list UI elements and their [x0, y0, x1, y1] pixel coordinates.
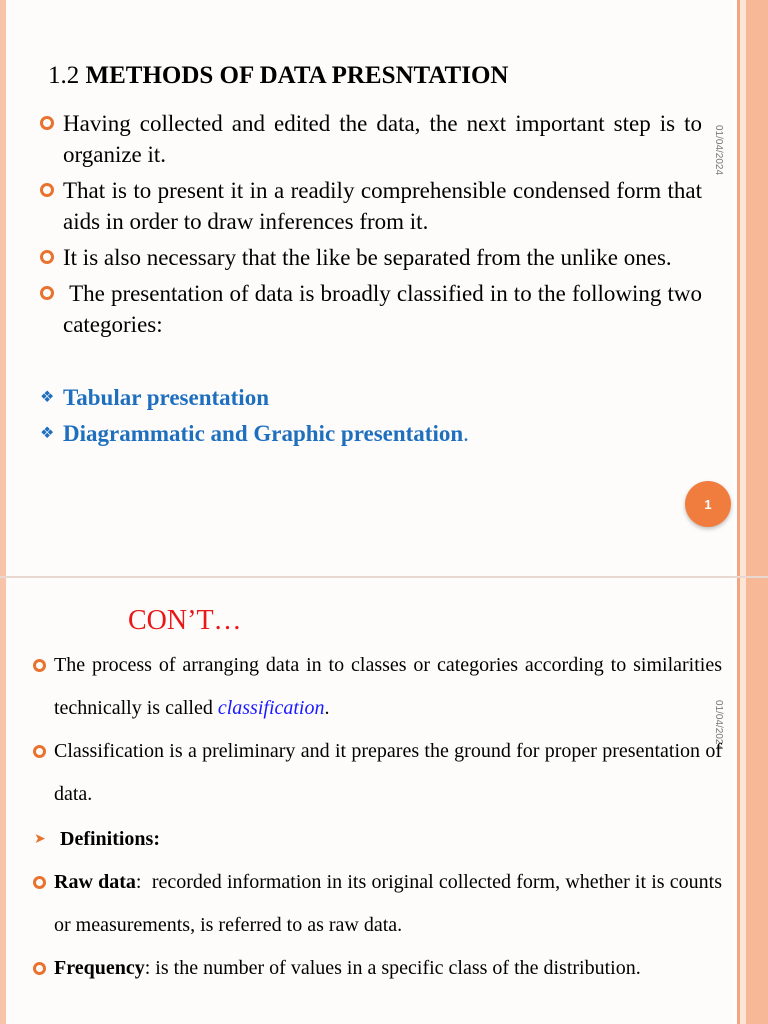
- frequency-term: Frequency: [54, 957, 145, 979]
- slide-title: [48, 62, 508, 90]
- slide-date: 01/04/2024: [713, 125, 724, 176]
- list-item: Having collected and edited the data, the next important step is to organize it.: [38, 108, 702, 170]
- category-item: ❖ Tabular presentation: [38, 380, 469, 416]
- list-item: Raw data: recorded information in its original collected form, whether it is counts or measurements, is referred to as raw data.: [32, 861, 722, 947]
- circle-bullet-icon: [40, 183, 54, 197]
- list-item: It is also necessary that the like be separated from the unlike ones.: [38, 242, 702, 273]
- circle-bullet-icon: [33, 659, 46, 672]
- category-item: ❖ Diagrammatic and Graphic presentation.: [38, 416, 469, 452]
- diamond-bullet-icon: ❖: [40, 425, 55, 442]
- right-stripe-decoration: [734, 0, 768, 576]
- bullet-list: [32, 644, 727, 990]
- diamond-bullet-icon: ❖: [40, 389, 55, 406]
- slide-heading: CON’T…: [128, 605, 242, 636]
- circle-bullet-icon: [40, 250, 54, 264]
- title-number: 1.2: [48, 62, 80, 89]
- circle-bullet-icon: [33, 745, 46, 758]
- classification-term: classification: [217, 697, 325, 719]
- circle-bullet-icon: [33, 962, 46, 975]
- list-item: That is to present it in a readily comprehensible condensed form that aids in order to draw inferences from it.: [38, 175, 702, 237]
- circle-bullet-icon: [33, 876, 46, 889]
- slide-2: [0, 578, 768, 1024]
- list-item: Classification is a preliminary and it prepares the ground for proper presentation of data.: [32, 730, 722, 816]
- circle-bullet-icon: [40, 286, 54, 300]
- bullet-list: [38, 108, 708, 345]
- arrow-bullet-icon: ➤: [34, 832, 46, 847]
- slide-date: 01/04/2024: [713, 700, 724, 751]
- definitions-heading: ➤ Definitions:: [32, 818, 722, 861]
- category-list: [38, 380, 469, 452]
- raw-data-term: Raw data: [54, 871, 136, 893]
- left-border: [0, 578, 6, 1024]
- circle-bullet-icon: [40, 116, 54, 130]
- page-number-badge: 1: [685, 481, 731, 527]
- list-item: The process of arranging data in to classes or categories according to similarities technically is called classification.: [32, 644, 722, 730]
- right-stripe-decoration: [734, 578, 768, 1024]
- list-item: The presentation of data is broadly classified in to the following two categories:: [38, 278, 702, 340]
- left-border: [0, 0, 6, 576]
- list-item: Frequency: is the number of values in a specific class of the distribution.: [32, 947, 722, 990]
- title-text: METHODS OF DATA PRESNTATION: [85, 62, 509, 89]
